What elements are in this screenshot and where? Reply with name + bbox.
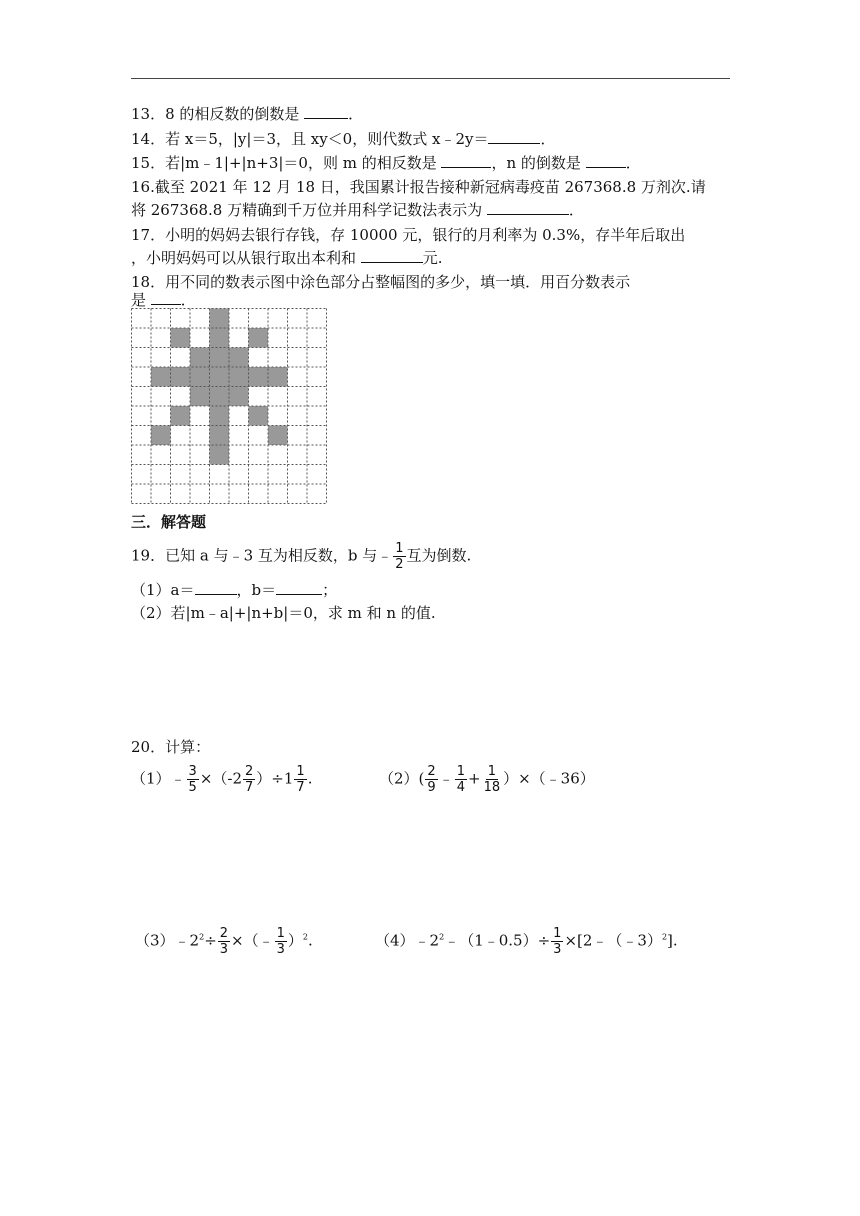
question-19-part1: （1）a＝ ，b＝ ； — [131, 581, 338, 599]
shaded-cell — [190, 367, 210, 387]
shaded-cell — [190, 387, 210, 407]
shaded-cell — [190, 348, 210, 368]
shaded-cell — [268, 426, 288, 446]
answer-blank[interactable] — [195, 580, 237, 595]
fraction: $\frac{2}{9}$ — [427, 764, 436, 795]
fraction: $\frac{1}{7}$ — [296, 764, 305, 795]
shaded-cell — [210, 406, 230, 426]
fraction: $\frac{1}{4}$ — [456, 764, 465, 795]
shaded-cell — [210, 367, 230, 387]
answer-blank[interactable] — [276, 580, 322, 595]
fraction: $\frac{1}{18}$ — [483, 764, 501, 795]
question-18-line2: 是 ． — [131, 291, 196, 309]
shaded-cell — [210, 387, 230, 407]
shaded-cell — [151, 426, 171, 446]
shaded-cell — [210, 328, 230, 348]
shaded-cell — [171, 406, 191, 426]
shaded-cell — [210, 309, 230, 329]
shaded-cell — [151, 367, 171, 387]
answer-blank[interactable] — [361, 248, 423, 263]
answer-blank[interactable] — [488, 129, 540, 144]
question-15: 15．若|m﹣1|+|n+3|＝0，则 m 的相反数是 ，n 的倒数是 ． — [131, 154, 641, 172]
fraction: $\frac{1}{3}$ — [276, 926, 285, 957]
answer-blank[interactable] — [304, 104, 348, 119]
answer-blank[interactable] — [487, 200, 569, 215]
shaded-cell — [171, 367, 191, 387]
question-17-line1: 17．小明的妈妈去银行存钱，存 10000 元，银行的月利率为 0.3%，存半年后取出 — [131, 226, 686, 244]
answer-blank[interactable] — [441, 153, 491, 168]
question-19-part2: （2）若|m﹣a|+|n+b|＝0，求 m 和 n 的值. — [131, 604, 436, 622]
question-20-part3: $(3)﹣2^2\div$ $\frac{2}{3}$ ×（﹣ $\frac{1}{3}$ ）$^2$. — [135, 926, 313, 957]
shaded-cell — [249, 328, 269, 348]
shaded-cell — [210, 348, 230, 368]
question-20-part4: $(4)﹣2^2﹣(1﹣0.5)\div$ $\frac{1}{3}$ ×[2﹣（﹣3）$^2$]. — [375, 926, 678, 957]
question-20-part2: （2）( $\frac{2}{9}$ ﹣ $\frac{1}{4}$ + $\frac{1}{18}$ ）×（﹣36） — [379, 764, 595, 795]
shaded-cell — [229, 387, 249, 407]
fraction: $\frac{2}{3}$ — [219, 926, 229, 957]
fraction: $\frac{2}{7}$ — [245, 764, 254, 795]
fraction: $\frac{1}{3}$ — [553, 926, 562, 957]
shaded-cell — [210, 426, 230, 446]
answer-blank[interactable] — [151, 290, 181, 305]
shaded-cell — [171, 328, 191, 348]
shaded-cell — [249, 367, 269, 387]
grid-figure — [131, 308, 331, 508]
fraction: $\frac{3}{5}$ — [188, 764, 197, 795]
question-20-part1: （1）﹣ $\frac{3}{5}$ ×（-2 $\frac{2}{7}$ ）÷1 $\frac{1}{7}$ . — [131, 764, 313, 795]
header-rule — [131, 78, 730, 79]
question-13: 13．8 的相反数的倒数是 ． — [131, 105, 364, 123]
shaded-cell — [229, 367, 249, 387]
section-3-title: 三．解答题 — [131, 513, 207, 531]
question-19: 19．已知 a 与﹣3 互为相反数，b 与﹣ $\frac{1}{2}$ 互为倒数. — [131, 541, 472, 572]
shaded-cell — [229, 348, 249, 368]
shaded-cell — [249, 406, 269, 426]
shaded-cell — [210, 445, 230, 465]
answer-blank[interactable] — [586, 153, 626, 168]
question-18-line1: 18．用不同的数表示图中涂色部分占整幅图的多少，填一填．用百分数表示 — [131, 273, 631, 291]
question-14: 14．若 x＝5，|y|＝3，且 xy＜0，则代数式 x﹣2y＝ ． — [131, 130, 556, 148]
fraction: $\frac{1}{2}$ — [395, 541, 404, 572]
question-16-line1: 16.截至 2021 年 12 月 18 日，我国累计报告接种新冠病毒疫苗 267368.8 万剂次.请 — [131, 178, 706, 196]
question-16-line2: 将 267368.8 万精确到千万位并用科学记数法表示为 ． — [131, 201, 584, 219]
question-20-title: 20．计算： — [131, 738, 211, 756]
question-17-line2: ，小明妈妈可以从银行取出本利和 元. — [131, 249, 443, 267]
shaded-cell — [268, 367, 288, 387]
